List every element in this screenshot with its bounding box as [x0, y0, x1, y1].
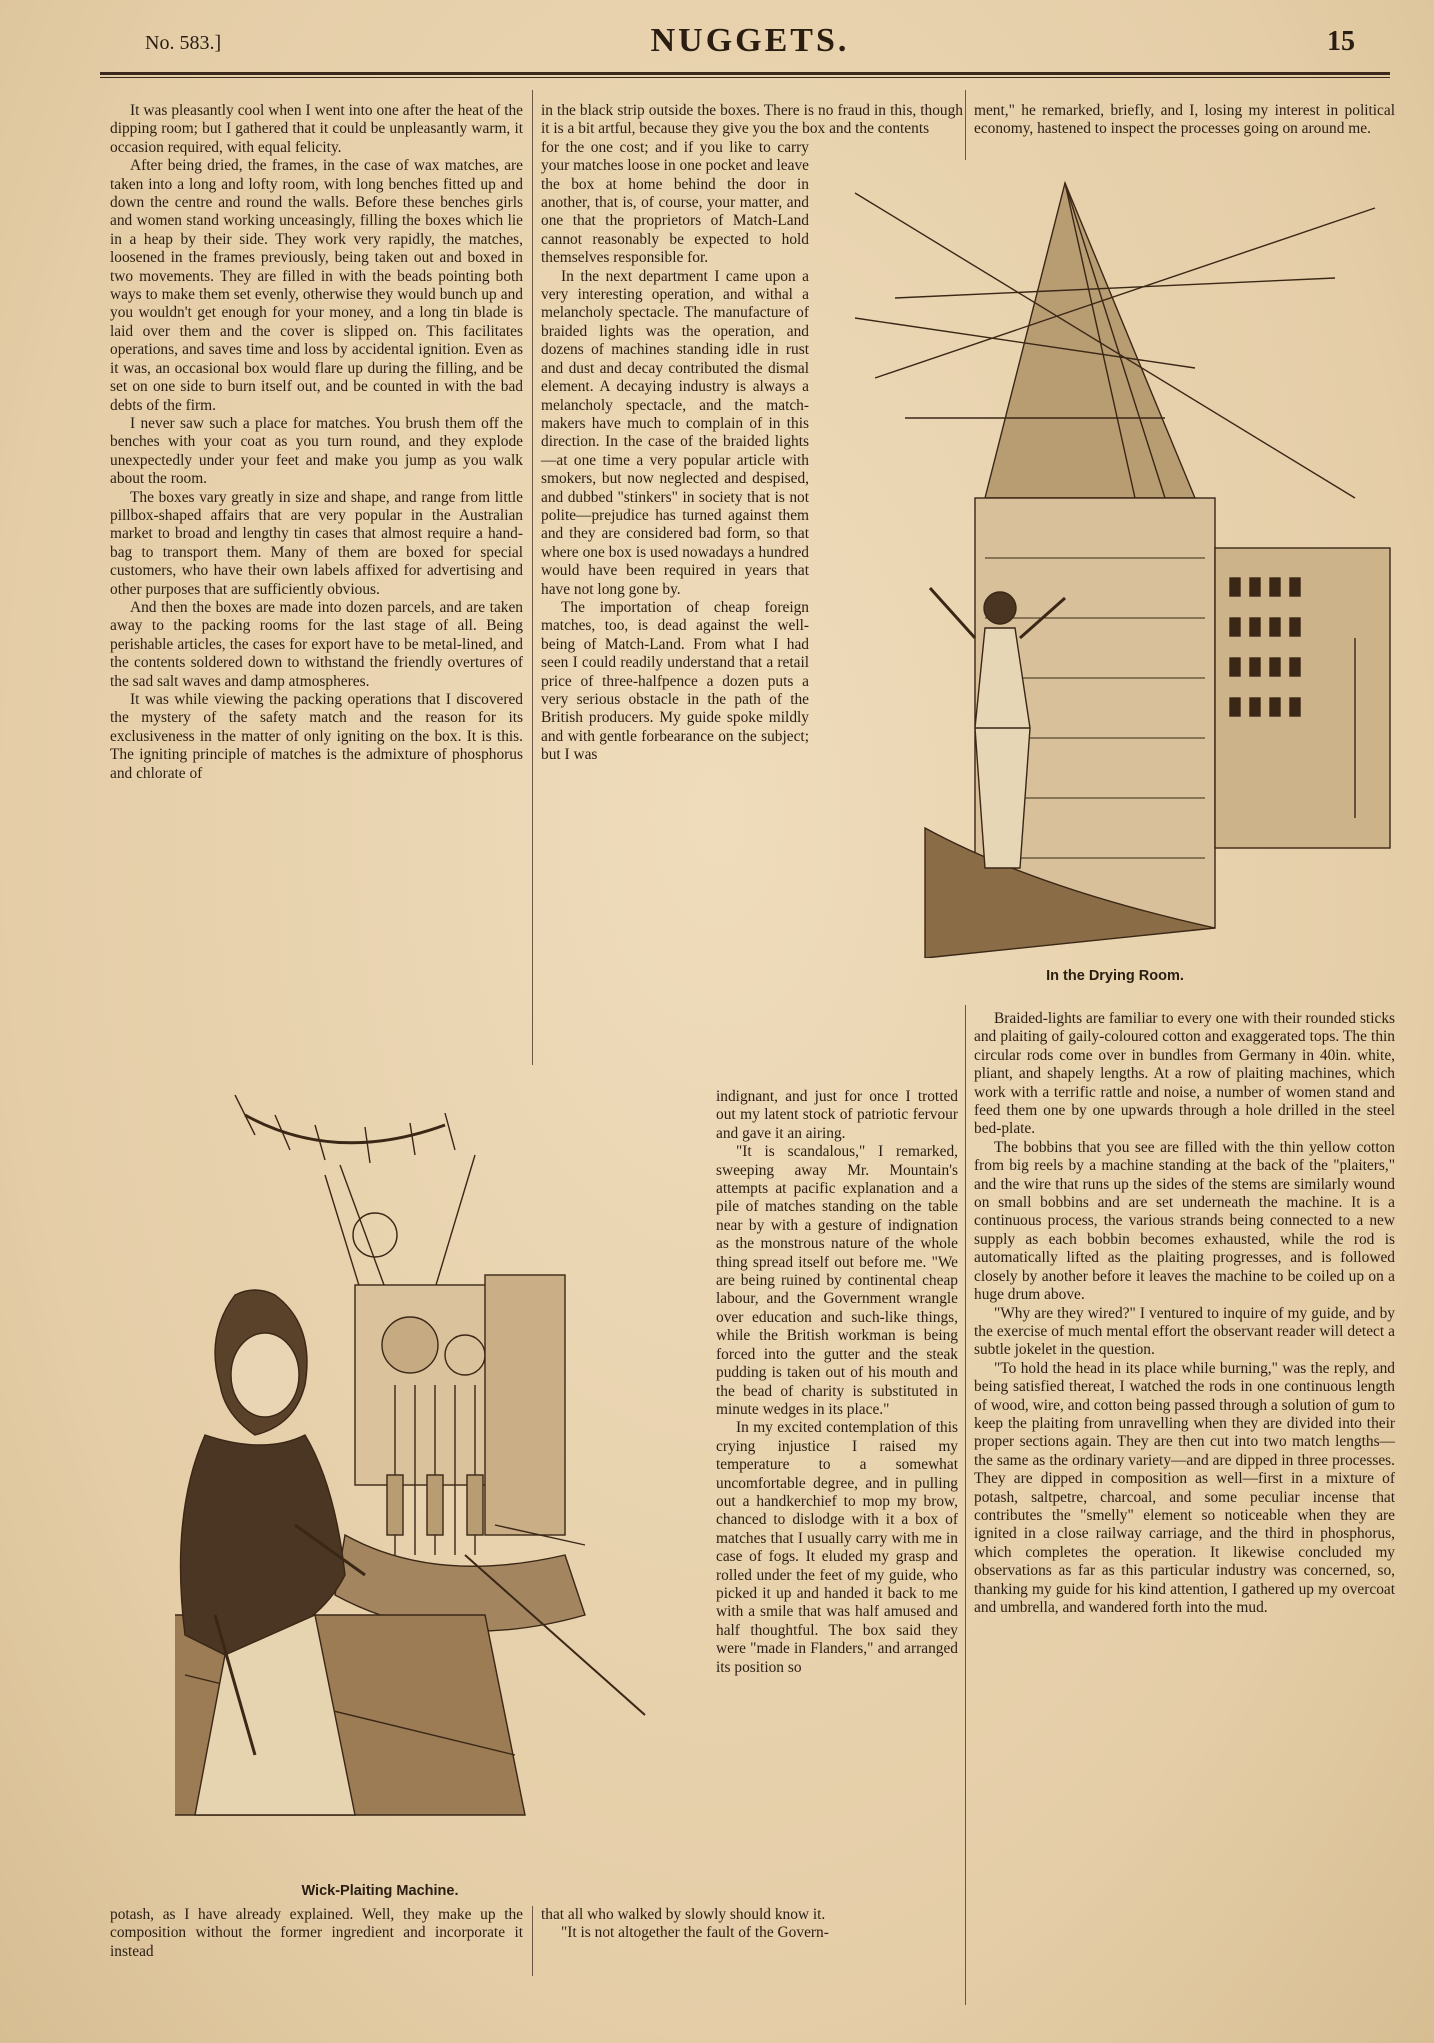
column-2-footer — [541, 1906, 963, 1943]
paragraph: The boxes vary greatly in size and shape, and range from little pillbox-shaped affairs that are very popular in the Australian market to broad and lengthy tin cases that almost require a hand-bag to transport them. Many of them are boxed for special customers, who have their own labels affixed for advertising and other purposes that are sufficiently obvious. — [110, 488, 523, 598]
column-3-lower — [974, 1010, 1395, 1617]
column-1-footer — [110, 1906, 523, 1961]
column-divider — [532, 1906, 533, 1976]
wick-plaiting-drawing — [165, 1055, 710, 1875]
wick-plaiting-caption: Wick-Plaiting Machine. — [301, 1883, 459, 1899]
paragraph: in the black strip outside the boxes. There is no fraud in this, though it is a bit artful, because they give you the box and the contents — [541, 102, 963, 138]
column-divider — [965, 1005, 966, 2005]
paragraph: "It is not altogether the fault of the Govern- — [561, 1924, 829, 1942]
paragraph: The bobbins that you see are filled with the thin yellow cotton from big reels by a machine standing at the back of the "plaiters," and the wire that runs up the sides of the stems are similarly wound on small bobbins and are set underneath the machine. It is a continuous process, the various strands being connected to a new supply as each bobbin becomes exhausted, while the rod is automatically lifted as the plaiting progresses, and is followed closely by another before it leaves the machine to be coiled up on a huge drum above. — [974, 1138, 1395, 1304]
column-divider — [532, 90, 533, 1065]
paragraph: The importation of cheap foreign matches, too, is dead against the well-being of Match-Land. From what I had seen I could readily understand that a retail price of three-halfpence a dozen puts a very serious obstacle in the path of the British producers. My guide spoke mildly and with gentle forbearance on the subject; but I was — [541, 598, 809, 764]
page-number: 15 — [1327, 26, 1355, 57]
paragraph: I never saw such a place for matches. You brush them off the benches with your coat as you turn round, and they explode unexpectedly under your feet and make you jump as you walk about the room. — [110, 414, 523, 488]
masthead-title: NUGGETS. — [650, 22, 850, 59]
paragraph: "To hold the head in its place while burning," was the reply, and being satisfied thereat, I watched the rods in one continuous length of wood, wire, and cotton being passed through a solution of gum to keep the plaiting from unravelling when they are divided into their proper sections again. They are then cut into two match lengths—the same as the ordinary variety—and are dipped in three processes. They are dipped in composition as well—first in a mixture of potash, saltpetre, charcoal, and some peculiar incense that contributes the "smelly" element so noticeable when they are ignited in a close railway carriage, and the third in phosphorus, which completes the operation. It likewise concluded my observations as far as this particular industry was concerned, so, thanking my guide for his kind attention, I gathered up my overcoat and umbrella, and wandered forth into the mud. — [974, 1359, 1395, 1616]
paragraph: It was while viewing the packing operations that I discovered the mystery of the safety match and the reason for its exclusiveness in the matter of only igniting on the box. It is this. The igniting principle of matches is the admixture of phosphorus and chlorate of — [110, 691, 523, 782]
paragraph: It was pleasantly cool when I went into one after the heat of the dipping room; but I gathered that it could be unpleasantly warm, it occasion required, with equal felicity. — [110, 102, 523, 156]
column-1 — [110, 102, 523, 783]
column-3 — [974, 102, 1395, 139]
paragraph: Braided-lights are familiar to every one with their rounded sticks and plaiting of gaily-coloured cotton and exaggerated tops. The thin circular rods come over in bundles from Germany in 40in. white, pliant, and shapely lengths. At a row of plaiting machines, which work with a terrific rattle and noise, a number of women stand and feed them one by one upwards through a hole drilled in the steel bed-plate. — [974, 1010, 1395, 1138]
paragraph: In the next department I came upon a very interesting operation, and withal a melancholy spectacle. The manufacture of braided lights was the operation, and dozens of machines standing idle in rust and dust and decay contributed the dismal element. A decaying industry is always a melancholy spectacle, and the match-makers have much to complain of in this direction. In the case of the braided lights—at one time a very popular article with smokers, but now neglected and despised, and dubbed "stinkers" in society that is not polite—prejudice has turned against them and they are considered bad form, so that where one box is used nowadays a hundred would have been required in years that have not long gone by. — [541, 267, 809, 598]
paragraph: ment," he remarked, briefly, and I, losing my interest in political economy, hastened to inspect the processes going on around me. — [974, 102, 1395, 138]
paragraph: potash, as I have already explained. Well, they make up the composition without the former ingredient and incorporate it instead — [110, 1906, 523, 1960]
column-2-lower — [716, 1088, 958, 1677]
paragraph: for the one cost; and if you like to carry your matches loose in one pocket and leave the box at home behind the door in another, that is, of course, your matter, and one that the proprietors of Match-Land cannot reasonably be expected to hold themselves responsible for. — [541, 138, 809, 267]
issue-number: No. 583.] — [145, 32, 222, 54]
paragraph: indignant, and just for once I trotted out my latent stock of patriotic fervour and gave it an airing. — [716, 1088, 958, 1142]
column-divider — [965, 90, 966, 160]
paragraph: In my excited contemplation of this crying injustice I raised my temperature to a somewhat uncomfortable degree, and in pulling out a handkerchief to mop my brow, chanced to dislodge with it a box of matches that I usually carry with me in case of fogs. It eluded my grasp and rolled under the feet of my guide, who picked it up and handed it back to me with a smile that was half amused and half thoughtful. The box said they were "made in Flanders," and arranged its position so — [716, 1419, 958, 1676]
drying-room-illustration — [835, 168, 1395, 958]
header-rule — [100, 72, 1390, 75]
paragraph: After being dried, the frames, in the case of wax matches, are taken into a long and lofty room, with long benches fitted up and down the centre and round the walls. Before these benches girls and women stand working unceasingly, filling the boxes which lie in a heap by their side. They work very rapidly, the matches, loosened in the frames previously, being taken out and boxed in two movements. They are filled in with the beads pointing both ways to make them set evenly, otherwise they would bunch up and you wouldn't get enough for your money, and a long tin blade is laid over them and the cover is slipped on. This facilitates operations, and saves time and loss by accidental ignition. Even as it was, an occasional box would flare up during the filling, and be set on one side to burn itself out, and be counted in with the bad debts of the firm. — [110, 157, 523, 414]
paragraph: "It is scandalous," I remarked, sweeping away Mr. Mountain's attempts at pacific explanation and a pile of matches standing on the table near by with a gesture of indignation as the monstrous nature of the whole thing spread itself out before me. "We are being ruined by continental cheap labour, and the Government wrangle over education and such-like things, while the British workman is being forced into the gutter and the steak pudding is taken out of his mouth and the bead of charity is substituted in minute wedges in its place." — [716, 1143, 958, 1418]
paragraph: "Why are they wired?" I ventured to inquire of my guide, and by the exercise of much mental effort the observant reader will detect a subtle jokelet in the question. — [974, 1304, 1395, 1359]
drying-room-caption: In the Drying Room. — [1046, 968, 1184, 984]
drying-room-drawing — [835, 168, 1395, 958]
header-rule-thin — [100, 77, 1390, 78]
page-header — [145, 22, 1355, 62]
paragraph: that all who walked by slowly should know it. — [541, 1906, 826, 1923]
wick-plaiting-illustration — [165, 1055, 710, 1875]
paragraph: And then the boxes are made into dozen parcels, and are taken away to the packing rooms for the last stage of all. Being perishable articles, the cases for export have to be metal-lined, and the contents soldered down to withstand the friendly overtures of the sad salt waves and damp atmospheres. — [110, 598, 523, 690]
